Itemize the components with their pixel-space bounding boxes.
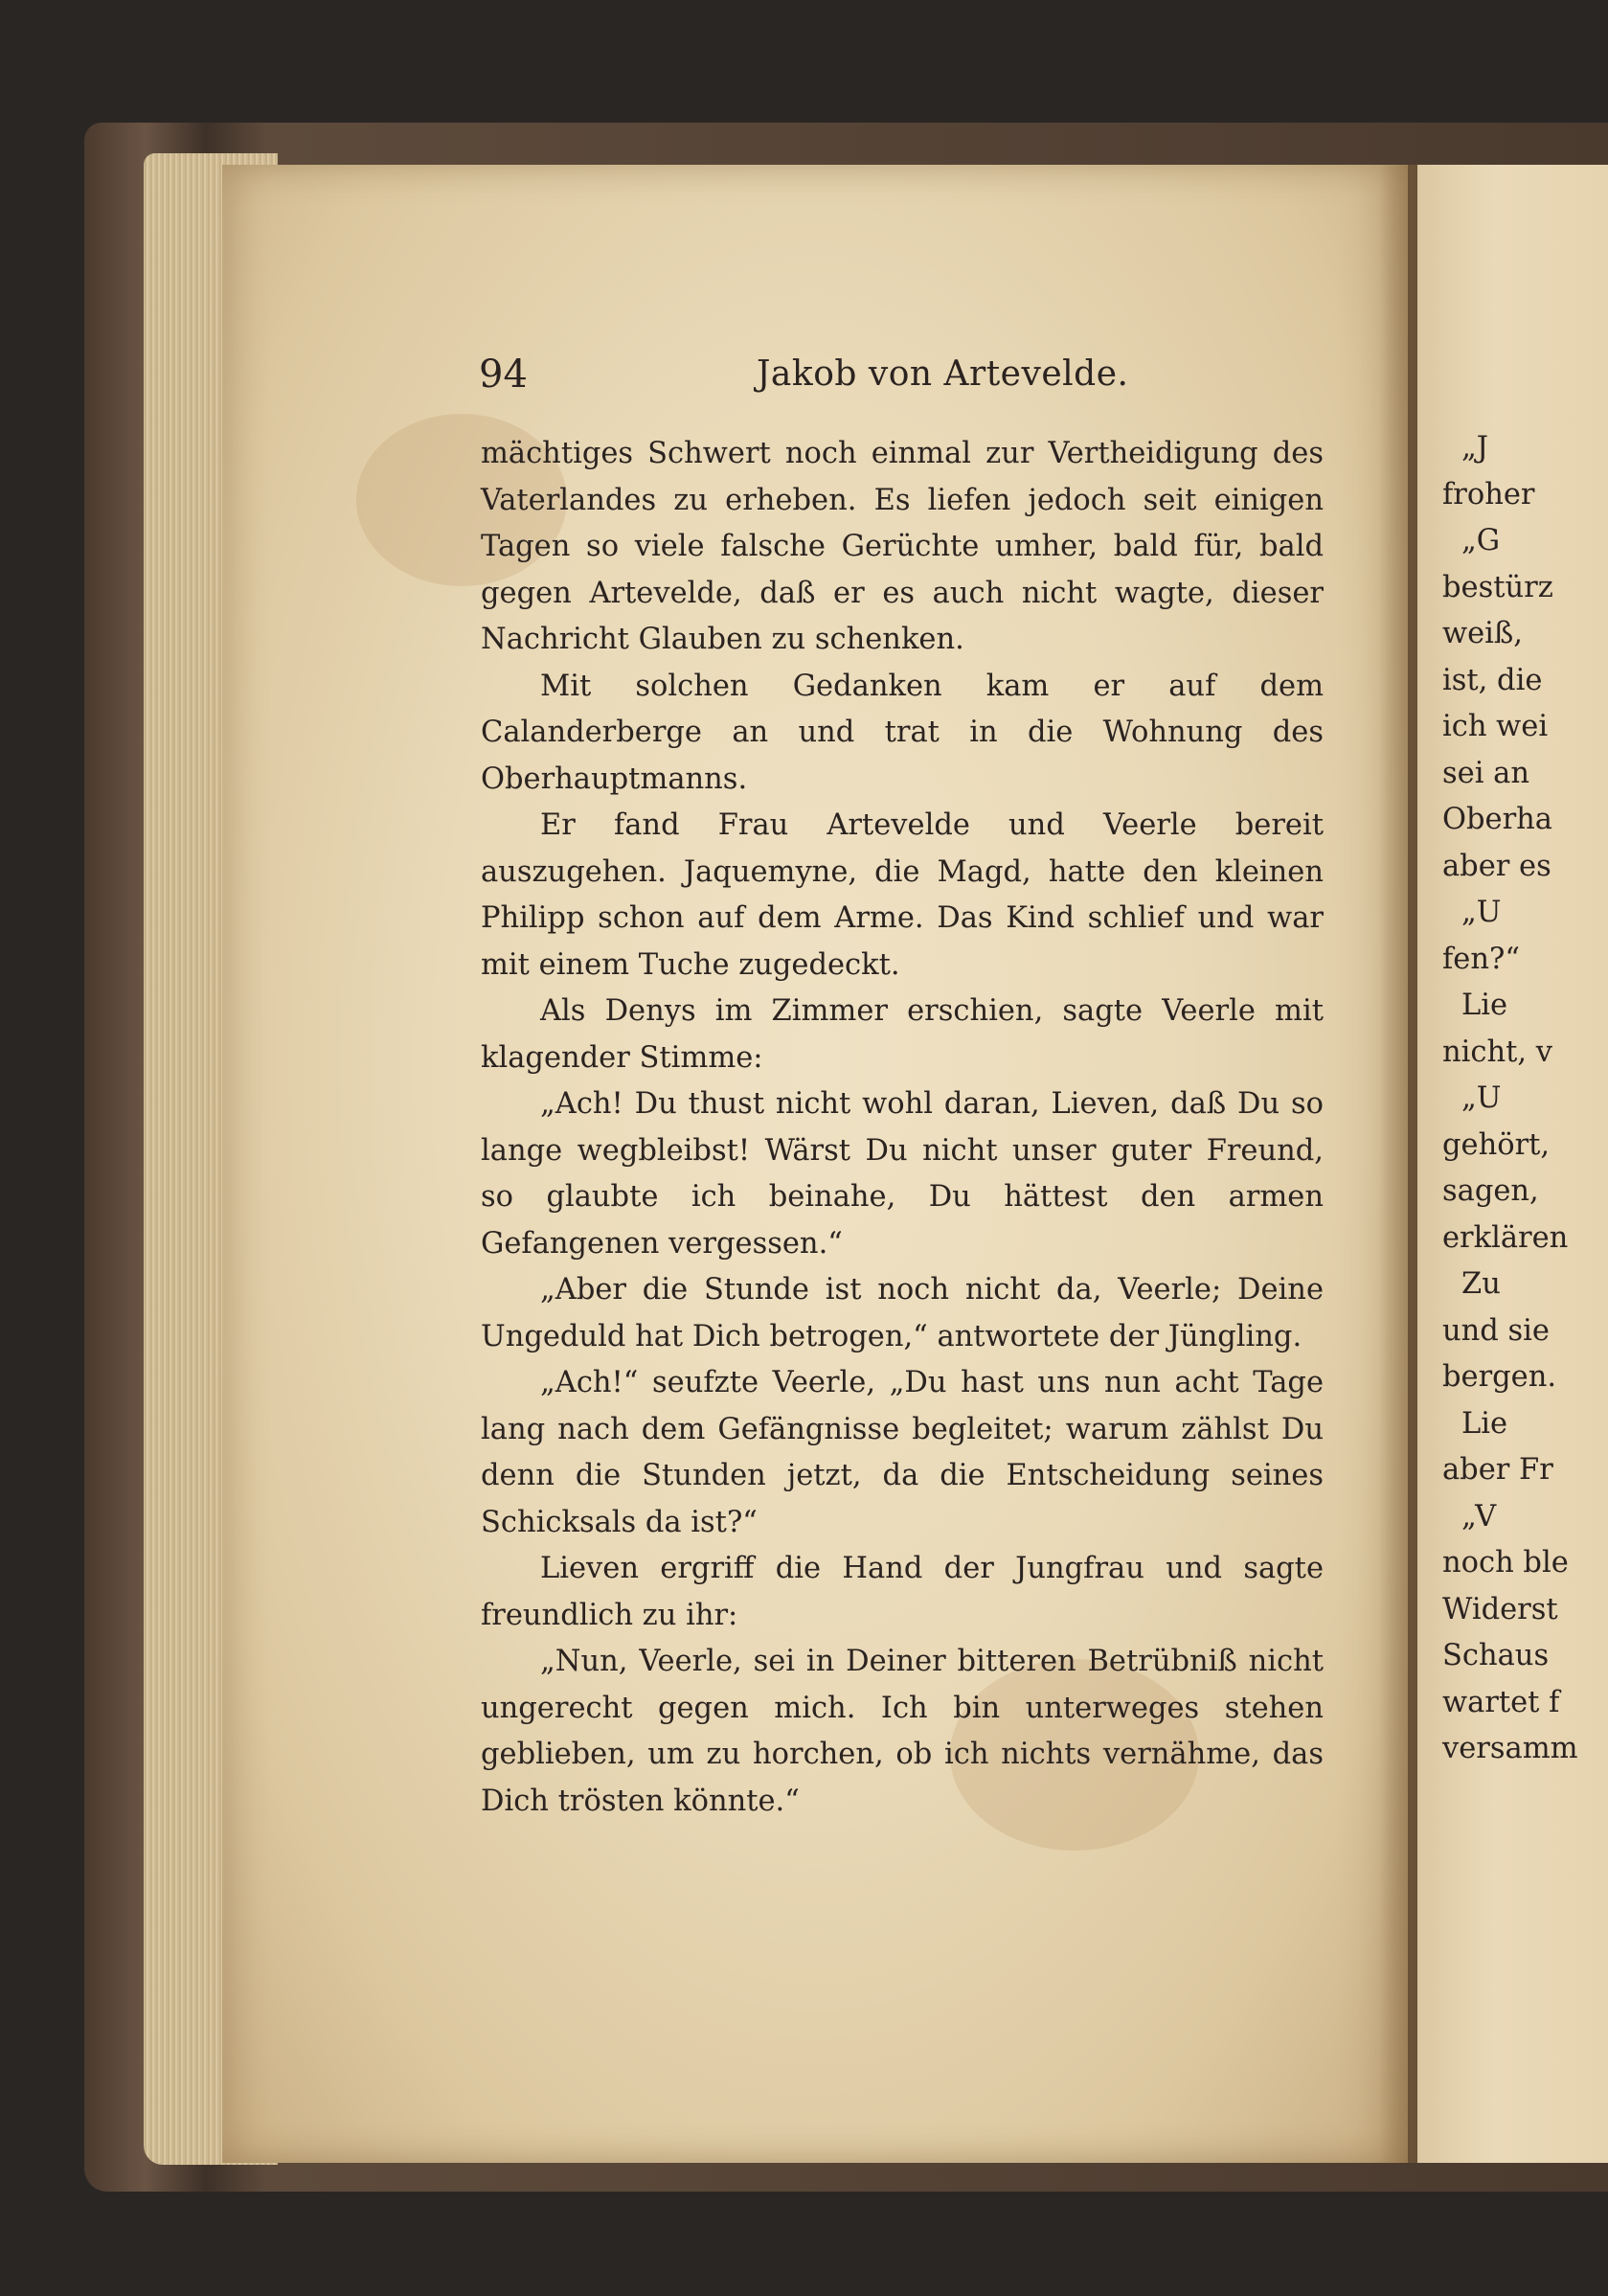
right-line: „U (1461, 896, 1502, 929)
right-line: sei an (1442, 756, 1529, 790)
running-title: Jakob von Artevelde. (757, 354, 1129, 394)
right-page (1417, 165, 1608, 2163)
paragraph: Als Denys im Zimmer erschien, sagte Veerle mit klagender Stimme: (481, 994, 1324, 1075)
right-line: ist, die (1442, 663, 1543, 697)
page-number: 94 (479, 352, 528, 397)
right-line: Lie (1461, 989, 1508, 1022)
right-line: versamm (1442, 1732, 1578, 1765)
right-line: noch ble (1442, 1546, 1569, 1580)
paragraph: „Aber die Stunde ist noch nicht da, Veerle; Deine Ungeduld hat Dich betrogen,“ antwortete der Jüngling. (481, 1273, 1324, 1353)
body-text (481, 431, 1324, 1825)
paragraph: Mit solchen Gedanken kam er auf dem Calanderberge an und trat in die Wohnung des Oberhauptmanns. (481, 669, 1324, 796)
paragraph: „Ach!“ seufzte Veerle, „Du hast uns nun acht Tage lang nach dem Gefängnisse begleitet; warum zählst Du denn die Stunden jetzt, da die Entscheidung seines Schicksals da ist?“ (481, 1366, 1324, 1539)
right-line: bergen. (1442, 1360, 1557, 1394)
paragraph: mächtiges Schwert noch einmal zur Vertheidigung des Vaterlandes zu erheben. Es liefen jedoch seit einigen Tagen so viele falsche Gerüchte umher, bald für, bald gegen Artevelde, daß er es auch nicht wagte, dieser Nachricht Glauben zu schenken. (481, 437, 1324, 656)
right-line: „J (1461, 431, 1489, 465)
right-line: gehört, (1442, 1127, 1551, 1162)
right-line: Widerst (1442, 1592, 1558, 1626)
right-line: nicht, v (1442, 1034, 1553, 1069)
right-line: erklären (1442, 1220, 1569, 1255)
right-line: ich wei (1442, 710, 1549, 743)
right-line: „V (1461, 1499, 1497, 1534)
right-line: wartet f (1442, 1685, 1560, 1719)
right-line: aber es (1442, 849, 1551, 883)
right-line: bestürz (1442, 570, 1553, 604)
right-line: Oberha (1442, 803, 1552, 836)
right-line: froher (1442, 477, 1535, 511)
right-line: „U (1461, 1081, 1502, 1115)
right-line: Schaus (1442, 1639, 1550, 1672)
right-line: Lie (1461, 1406, 1508, 1441)
right-line: sagen, (1442, 1174, 1539, 1208)
right-page-text (1442, 425, 1608, 1773)
paragraph: „Ach! Du thust nicht wohl daran, Lieven, daß Du so lange wegbleibst! Wärst Du nicht unser guter Freund, so glaubte ich beinahe, Du hättest den armen Gefangenen vergessen.“ (481, 1087, 1324, 1261)
right-line: aber Fr (1442, 1453, 1553, 1487)
page-header (479, 352, 1322, 410)
right-line: und sie (1442, 1313, 1550, 1348)
right-line: weiß, (1442, 617, 1523, 650)
paragraph: Er fand Frau Artevelde und Veerle bereit auszugehen. Jaquemyne, die Magd, hatte den kleinen Philipp schon auf dem Arme. Das Kind schlief und war mit einem Tuche zugedeckt. (481, 808, 1324, 982)
right-line: fen?“ (1442, 942, 1520, 976)
paragraph: Lieven ergriff die Hand der Jungfrau und sagte freundlich zu ihr: (481, 1552, 1324, 1632)
right-line: Zu (1461, 1267, 1501, 1301)
paragraph: „Nun, Veerle, sei in Deiner bitteren Betrübniß nicht ungerecht gegen mich. Ich bin unterweges stehen geblieben, um zu horchen, ob ich nichts vernähme, das Dich trösten könnte.“ (481, 1645, 1324, 1818)
right-line: „G (1461, 524, 1501, 557)
